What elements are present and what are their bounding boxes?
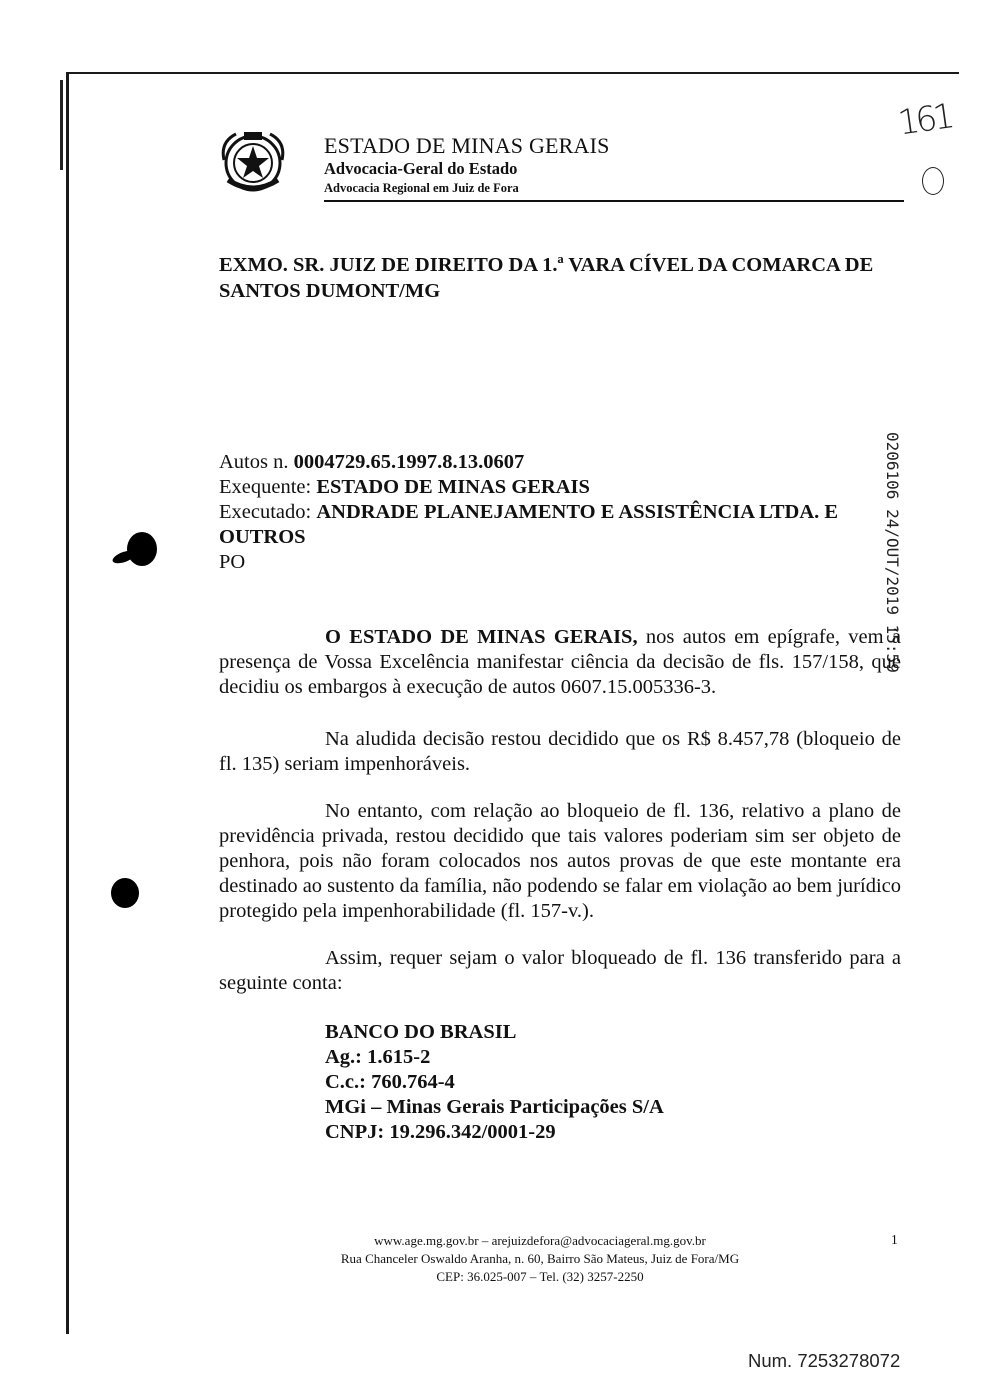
paragraph-1 (219, 625, 901, 700)
account-holder: MGi – Minas Gerais Participações S/A (325, 1096, 664, 1118)
executado-name: ANDRADE PLANEJAMENTO E ASSISTÊNCIA LTDA. E OUTROS (219, 501, 839, 548)
bank-account-number: C.c.: 760.764-4 (325, 1071, 455, 1093)
protocol-stamp: 0206106 24/OUT/2019 15:59 (883, 432, 902, 673)
paragraph-1-strong: O ESTADO DE MINAS GERAIS, (325, 626, 638, 648)
document-id: Num. 7253278072 (748, 1350, 901, 1371)
footer (260, 1232, 820, 1286)
process-line (219, 450, 879, 475)
exequente-line (219, 475, 879, 500)
bank-name: BANCO DO BRASIL (325, 1021, 517, 1043)
scan-top-border (66, 72, 959, 74)
bank-agency: Ag.: 1.615-2 (325, 1046, 431, 1068)
exequente-label: Exequente: (219, 476, 312, 498)
handwritten-folio-number: 161 (895, 96, 954, 144)
process-type: PO (219, 551, 246, 573)
executado-label: Executado: (219, 501, 312, 523)
case-info (219, 450, 879, 575)
footer-contact: www.age.mg.gov.br – arejuizdefora@advocaciageral.mg.gov.br (374, 1233, 706, 1248)
exequente-name: ESTADO DE MINAS GERAIS (316, 476, 590, 498)
paragraph-2 (219, 727, 901, 777)
paragraph-1-text: nos autos em epígrafe, vem à presença de Vossa Excelência manifestar ciência da decisão de fls. 157/158, que decidiu os embargos à execução de autos 0607.15.005336-3. (219, 626, 901, 698)
letterhead-agency: Advocacia-Geral do Estado (324, 159, 518, 178)
coat-of-arms-icon (218, 130, 288, 196)
process-number: 0004729.65.1997.8.13.0607 (293, 451, 525, 473)
paragraph-3-text: No entanto, com relação ao bloqueio de fl. 136, relativo a plano de previdência privada, restou decidido que tais valores poderiam sim ser objeto de penhora, pois não foram colocados nos autos provas de que este montante era destinado ao sustento da família, não podendo se falar em violação ao bem jurídico protegido pela impenhorabilidade (fl. 157-v.). (219, 800, 901, 922)
scan-left-border (66, 72, 69, 1334)
scan-edge-mark (60, 80, 63, 170)
page-number: 1 (891, 1232, 898, 1247)
letterhead-regional-office: Advocacia Regional em Juiz de Fora (324, 181, 519, 195)
handwritten-circle-mark (922, 167, 944, 195)
punch-hole-mark (111, 878, 139, 908)
paragraph-2-text: Na aludida decisão restou decidido que os R$ 8.457,78 (bloqueio de fl. 135) seriam impenhoráveis. (219, 728, 901, 775)
paragraph-3 (219, 799, 901, 924)
letterhead-state-name: ESTADO DE MINAS GERAIS (324, 133, 610, 158)
letterhead-divider (324, 200, 904, 202)
paragraph-4 (219, 946, 901, 996)
bank-account-block (325, 1020, 664, 1145)
footer-cep-phone: CEP: 36.025-007 – Tel. (32) 3257-2250 (436, 1269, 644, 1284)
footer-address: Rua Chanceler Oswaldo Aranha, n. 60, Bairro São Mateus, Juiz de Fora/MG (340, 1251, 740, 1266)
process-label: Autos n. (219, 451, 289, 473)
addressee: EXMO. SR. JUIZ DE DIREITO DA 1.ª VARA CÍVEL DA COMARCA DE SANTOS DUMONT/MG (219, 254, 874, 302)
executado-line (219, 500, 879, 550)
holder-cnpj: CNPJ: 19.296.342/0001-29 (325, 1121, 556, 1143)
punch-hole-mark (127, 532, 157, 566)
paragraph-4-text: Assim, requer sejam o valor bloqueado de fl. 136 transferido para a seguinte conta: (219, 947, 901, 994)
